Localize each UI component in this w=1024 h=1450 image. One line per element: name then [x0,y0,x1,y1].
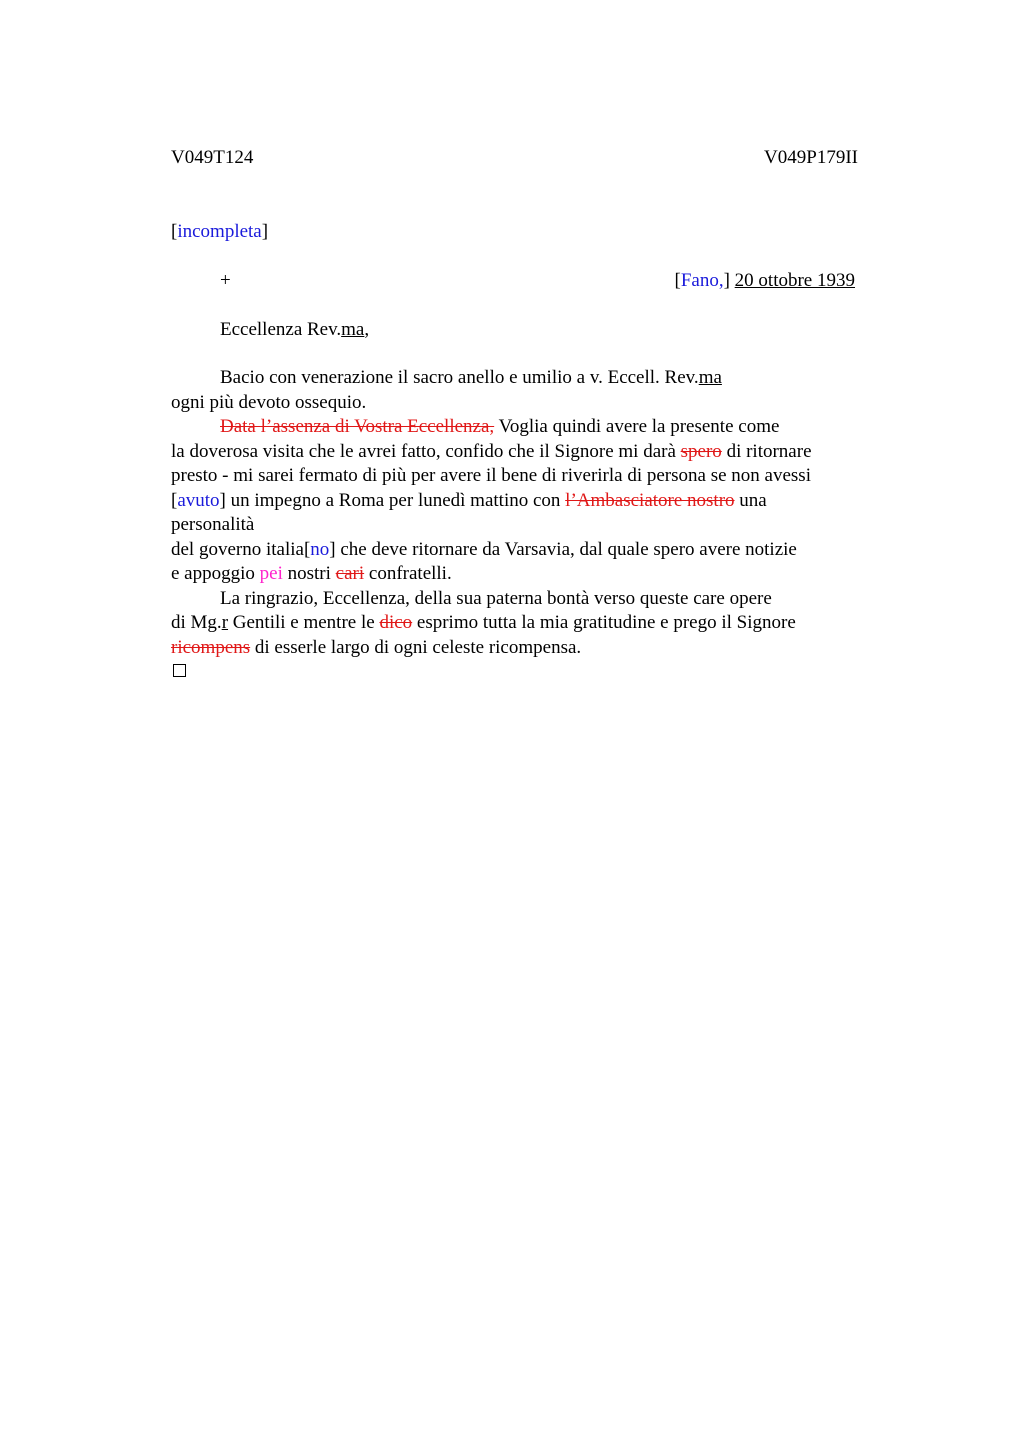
deleted-text: spero [680,441,722,462]
status-note-text: incompleta [177,221,262,242]
uncertain-reading: pei [259,563,283,584]
cross-symbol: + [220,270,231,291]
document-code-right: V049P179II [764,147,858,168]
document-code-left: V049T124 [171,147,254,168]
deleted-text: dico [379,612,413,633]
place-date: [Fano,] 20 ottobre 1939 [674,270,855,291]
body-line-11: di Mg.r Gentili e mentre le dico esprimo tutta la mia gratitudine e prego il Signore [171,612,796,633]
body-line-8: del governo italia[no] che deve ritornare da Varsavia, dal quale spero avere notizie [171,539,797,560]
deleted-text: l’Ambasciatore nostro [565,490,735,511]
end-marker-box-icon [173,664,186,677]
editorial-insert: avuto [177,490,220,511]
editorial-insert: no [310,539,330,560]
salutation: Eccellenza Rev.ma, [220,319,370,340]
body-line-4: la doverosa visita che le avrei fatto, confido che il Signore mi darà spero di ritornare [171,441,812,462]
status-note: [incompleta] [171,221,269,242]
deleted-text: cari [335,563,365,584]
deleted-text: Data l’assenza di Vostra Eccellenza, [220,416,495,437]
body-line-7: personalità [171,514,255,535]
letter-date: 20 ottobre 1939 [734,270,855,291]
place-name: Fano, [680,270,724,291]
body-line-9: e appoggio pei nostri cari confratelli. [171,563,452,584]
body-line-12: ricompens di esserle largo di ogni celeste ricompensa. [171,637,582,658]
body-line-3: Data l’assenza di Vostra Eccellenza, Voglia quindi avere la presente come [220,416,780,437]
deleted-text: ricompens [171,637,251,658]
body-line-1: Bacio con venerazione il sacro anello e umilio a v. Eccell. Rev.ma [220,367,722,388]
body-line-10: La ringrazio, Eccellenza, della sua paterna bontà verso queste care opere [220,588,772,609]
body-line-5: presto - mi sarei fermato di più per avere il bene di riverirla di persona se non avessi [171,465,811,486]
body-line-2: ogni più devoto ossequio. [171,392,367,413]
body-line-6: [avuto] un impegno a Roma per lunedì mattino con l’Ambasciatore nostro una [171,490,767,511]
